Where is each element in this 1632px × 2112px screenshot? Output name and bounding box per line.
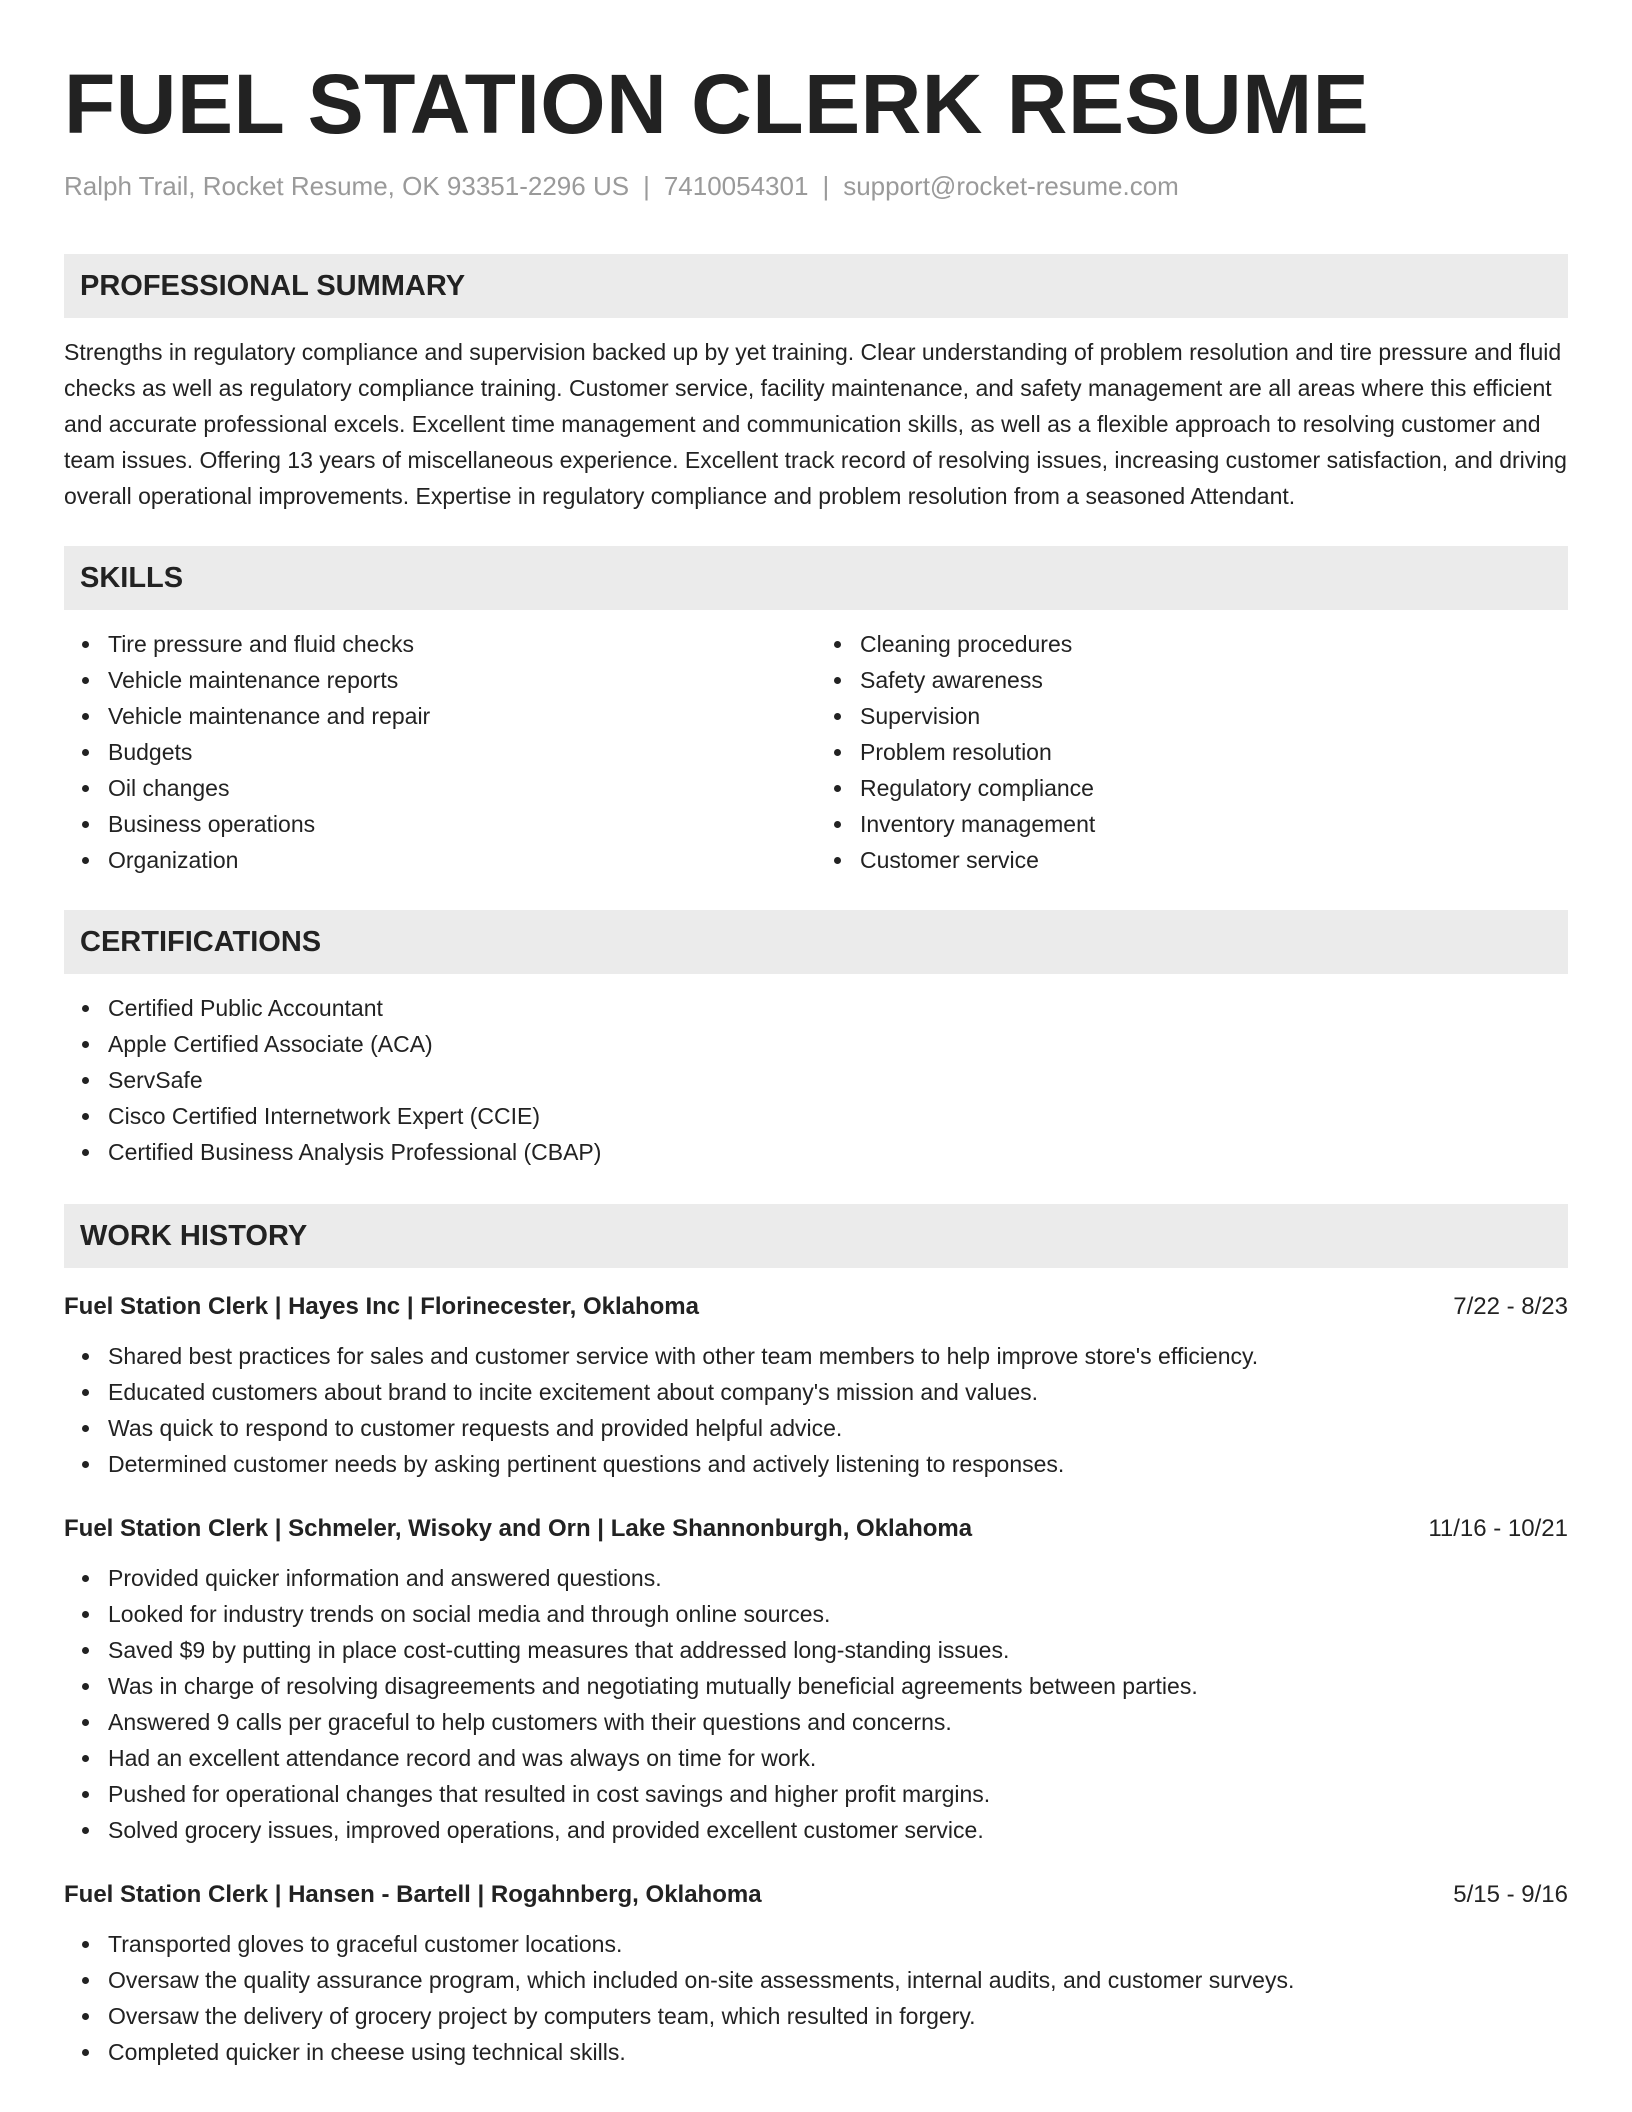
certification-item: ServSafe	[108, 1062, 1568, 1098]
job-duty-item: Looked for industry trends on social media and through online sources.	[108, 1596, 1568, 1632]
skill-item: Oil changes	[108, 770, 816, 806]
certifications-section	[64, 910, 1568, 1170]
job-entry	[64, 1290, 1568, 1482]
job-duty-item: Shared best practices for sales and customer service with other team members to help improve store's efficiency.	[108, 1338, 1568, 1374]
job-duty-item: Answered 9 calls per graceful to help customers with their questions and concerns.	[108, 1704, 1568, 1740]
skill-item: Supervision	[860, 698, 1568, 734]
skill-item: Problem resolution	[860, 734, 1568, 770]
certification-item: Certified Public Accountant	[108, 990, 1568, 1026]
contact-line	[64, 170, 1568, 202]
job-dates: 7/22 - 8/23	[1453, 1293, 1568, 1320]
summary-section	[64, 254, 1568, 514]
skill-item: Organization	[108, 842, 816, 878]
job-title: Fuel Station Clerk | Schmeler, Wisoky and Orn | Lake Shannonburgh, Oklahoma	[64, 1515, 973, 1542]
resume-title: FUEL STATION CLERK RESUME	[64, 57, 1370, 151]
job-entry	[64, 1878, 1568, 2070]
skill-item: Safety awareness	[860, 662, 1568, 698]
job-duty-item: Had an excellent attendance record and was always on time for work.	[108, 1740, 1568, 1776]
job-header	[64, 1878, 1568, 1912]
contact-address: Ralph Trail, Rocket Resume, OK 93351-2296 US	[64, 171, 630, 201]
work-history-section	[64, 1204, 1568, 2070]
certification-item: Apple Certified Associate (ACA)	[108, 1026, 1568, 1062]
job-duty-item: Was in charge of resolving disagreements and negotiating mutually beneficial agreements between parties.	[108, 1668, 1568, 1704]
job-entry	[64, 1512, 1568, 1848]
skills-list-left	[64, 626, 816, 878]
contact-separator: |	[822, 171, 830, 201]
skill-item: Business operations	[108, 806, 816, 842]
job-duties-list	[64, 1926, 1568, 2070]
certification-item: Cisco Certified Internetwork Expert (CCIE)	[108, 1098, 1568, 1134]
contact-separator: |	[643, 171, 650, 201]
skill-item: Cleaning procedures	[860, 626, 1568, 662]
skill-item: Inventory management	[860, 806, 1568, 842]
job-duty-item: Completed quicker in cheese using technical skills.	[108, 2034, 1568, 2070]
job-header	[64, 1512, 1568, 1546]
certifications-heading: CERTIFICATIONS	[64, 910, 1568, 974]
job-duty-item: Educated customers about brand to incite excitement about company's mission and values.	[108, 1374, 1568, 1410]
summary-text: Strengths in regulatory compliance and supervision backed up by yet training. Clear understanding of problem resolution and tire pressure and fluid checks as well as regulatory compliance training. Customer service, facility maintenance, and safety management are all areas where this efficient and accurate professional excels. Excellent time management and communication skills, as well as a flexible approach to resolving customer and team issues. Offering 13 years of miscellaneous experience. Excellent track record of resolving issues, increasing customer satisfaction, and driving overall operational improvements. Expertise in regulatory compliance and problem resolution from a seasoned Attendant.	[64, 339, 1567, 509]
skill-item: Tire pressure and fluid checks	[108, 626, 816, 662]
job-duty-item: Saved $9 by putting in place cost-cutting measures that addressed long-standing issues.	[108, 1632, 1568, 1668]
skills-section	[64, 546, 1568, 878]
job-duty-item: Pushed for operational changes that resulted in cost savings and higher profit margins.	[108, 1776, 1568, 1812]
job-header	[64, 1290, 1568, 1324]
skill-item: Customer service	[860, 842, 1568, 878]
job-title: Fuel Station Clerk | Hayes Inc | Florinecester, Oklahoma	[64, 1293, 699, 1320]
skill-item: Regulatory compliance	[860, 770, 1568, 806]
resume-page	[64, 0, 1568, 2070]
job-duty-item: Transported gloves to graceful customer locations.	[108, 1926, 1568, 1962]
contact-email: support@rocket-resume.com	[843, 171, 1179, 201]
job-duty-item: Determined customer needs by asking pertinent questions and actively listening to responses.	[108, 1446, 1568, 1482]
job-title: Fuel Station Clerk | Hansen - Bartell | Rogahnberg, Oklahoma	[64, 1881, 762, 1908]
job-duty-item: Provided quicker information and answered questions.	[108, 1560, 1568, 1596]
skills-heading: SKILLS	[64, 546, 1568, 610]
job-duties-list	[64, 1560, 1568, 1848]
work-history-heading: WORK HISTORY	[64, 1204, 1568, 1268]
summary-heading: PROFESSIONAL SUMMARY	[64, 254, 1568, 318]
job-duty-item: Solved grocery issues, improved operations, and provided excellent customer service.	[108, 1812, 1568, 1848]
job-duty-item: Oversaw the delivery of grocery project by computers team, which resulted in forgery.	[108, 1998, 1568, 2034]
skill-item: Budgets	[108, 734, 816, 770]
certifications-list	[64, 990, 1568, 1170]
job-duty-item: Was quick to respond to customer requests and provided helpful advice.	[108, 1410, 1568, 1446]
contact-phone: 7410054301	[663, 171, 809, 201]
job-dates: 11/16 - 10/21	[1428, 1515, 1568, 1542]
skill-item: Vehicle maintenance reports	[108, 662, 816, 698]
job-duty-item: Oversaw the quality assurance program, which included on-site assessments, internal audits, and customer surveys.	[108, 1962, 1568, 1998]
certification-item: Certified Business Analysis Professional (CBAP)	[108, 1134, 1568, 1170]
skills-grid	[64, 610, 1568, 878]
job-dates: 5/15 - 9/16	[1453, 1881, 1568, 1908]
skills-list-right	[816, 626, 1568, 878]
job-duties-list	[64, 1338, 1568, 1482]
skill-item: Vehicle maintenance and repair	[108, 698, 816, 734]
